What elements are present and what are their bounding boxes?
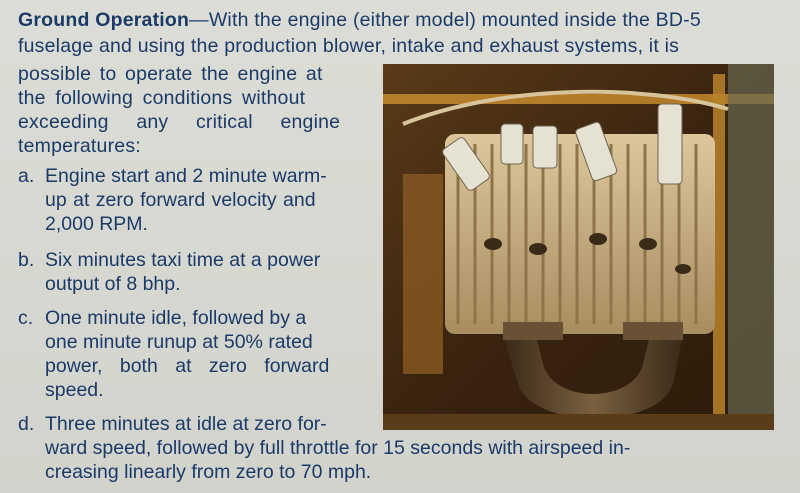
list-item-line: one minute runup at 50% rated [45,331,313,353]
list-item-line: ward speed, followed by full throttle for 15 seconds with airspeed in- [45,437,631,459]
heading-line-2: fuselage and using the production blower, intake and exhaust systems, it is [18,35,680,57]
list-item-line: Engine start and 2 minute warm- [45,165,327,187]
engine-photo [383,64,774,430]
title-dash: — [189,9,209,31]
list-item-line: speed. [45,379,104,401]
list-item-line: power, both at zero forward [45,355,330,377]
engine-photo-drawing [383,64,774,430]
heading-line-1-text: With the engine (either model) mounted inside the BD-5 [208,9,701,31]
list-item-line: 2,000 RPM. [45,213,148,235]
list-marker: d. [18,413,35,435]
list-marker: b. [18,249,35,271]
list-item-line: up at zero forward velocity and [45,189,316,211]
list-marker: c. [18,307,34,329]
list-item-line: output of 8 bhp. [45,273,181,295]
list-item-line: One minute idle, followed by a [45,307,307,329]
intro-line-2: the following conditions without [18,87,306,109]
intro-line-3: exceeding any critical engine [18,111,341,133]
list-item-line: Three minutes at idle at zero for- [45,413,327,435]
list-item-line: creasing linearly from zero to 70 mph. [45,461,372,483]
intro-line-4: temperatures: [18,135,141,157]
section-title: Ground Operation [18,9,190,31]
heading-line-1 [18,8,701,32]
list-marker: a. [18,165,35,187]
list-item-line: Six minutes taxi time at a power [45,249,321,271]
intro-line-1: possible to operate the engine at [18,63,323,85]
